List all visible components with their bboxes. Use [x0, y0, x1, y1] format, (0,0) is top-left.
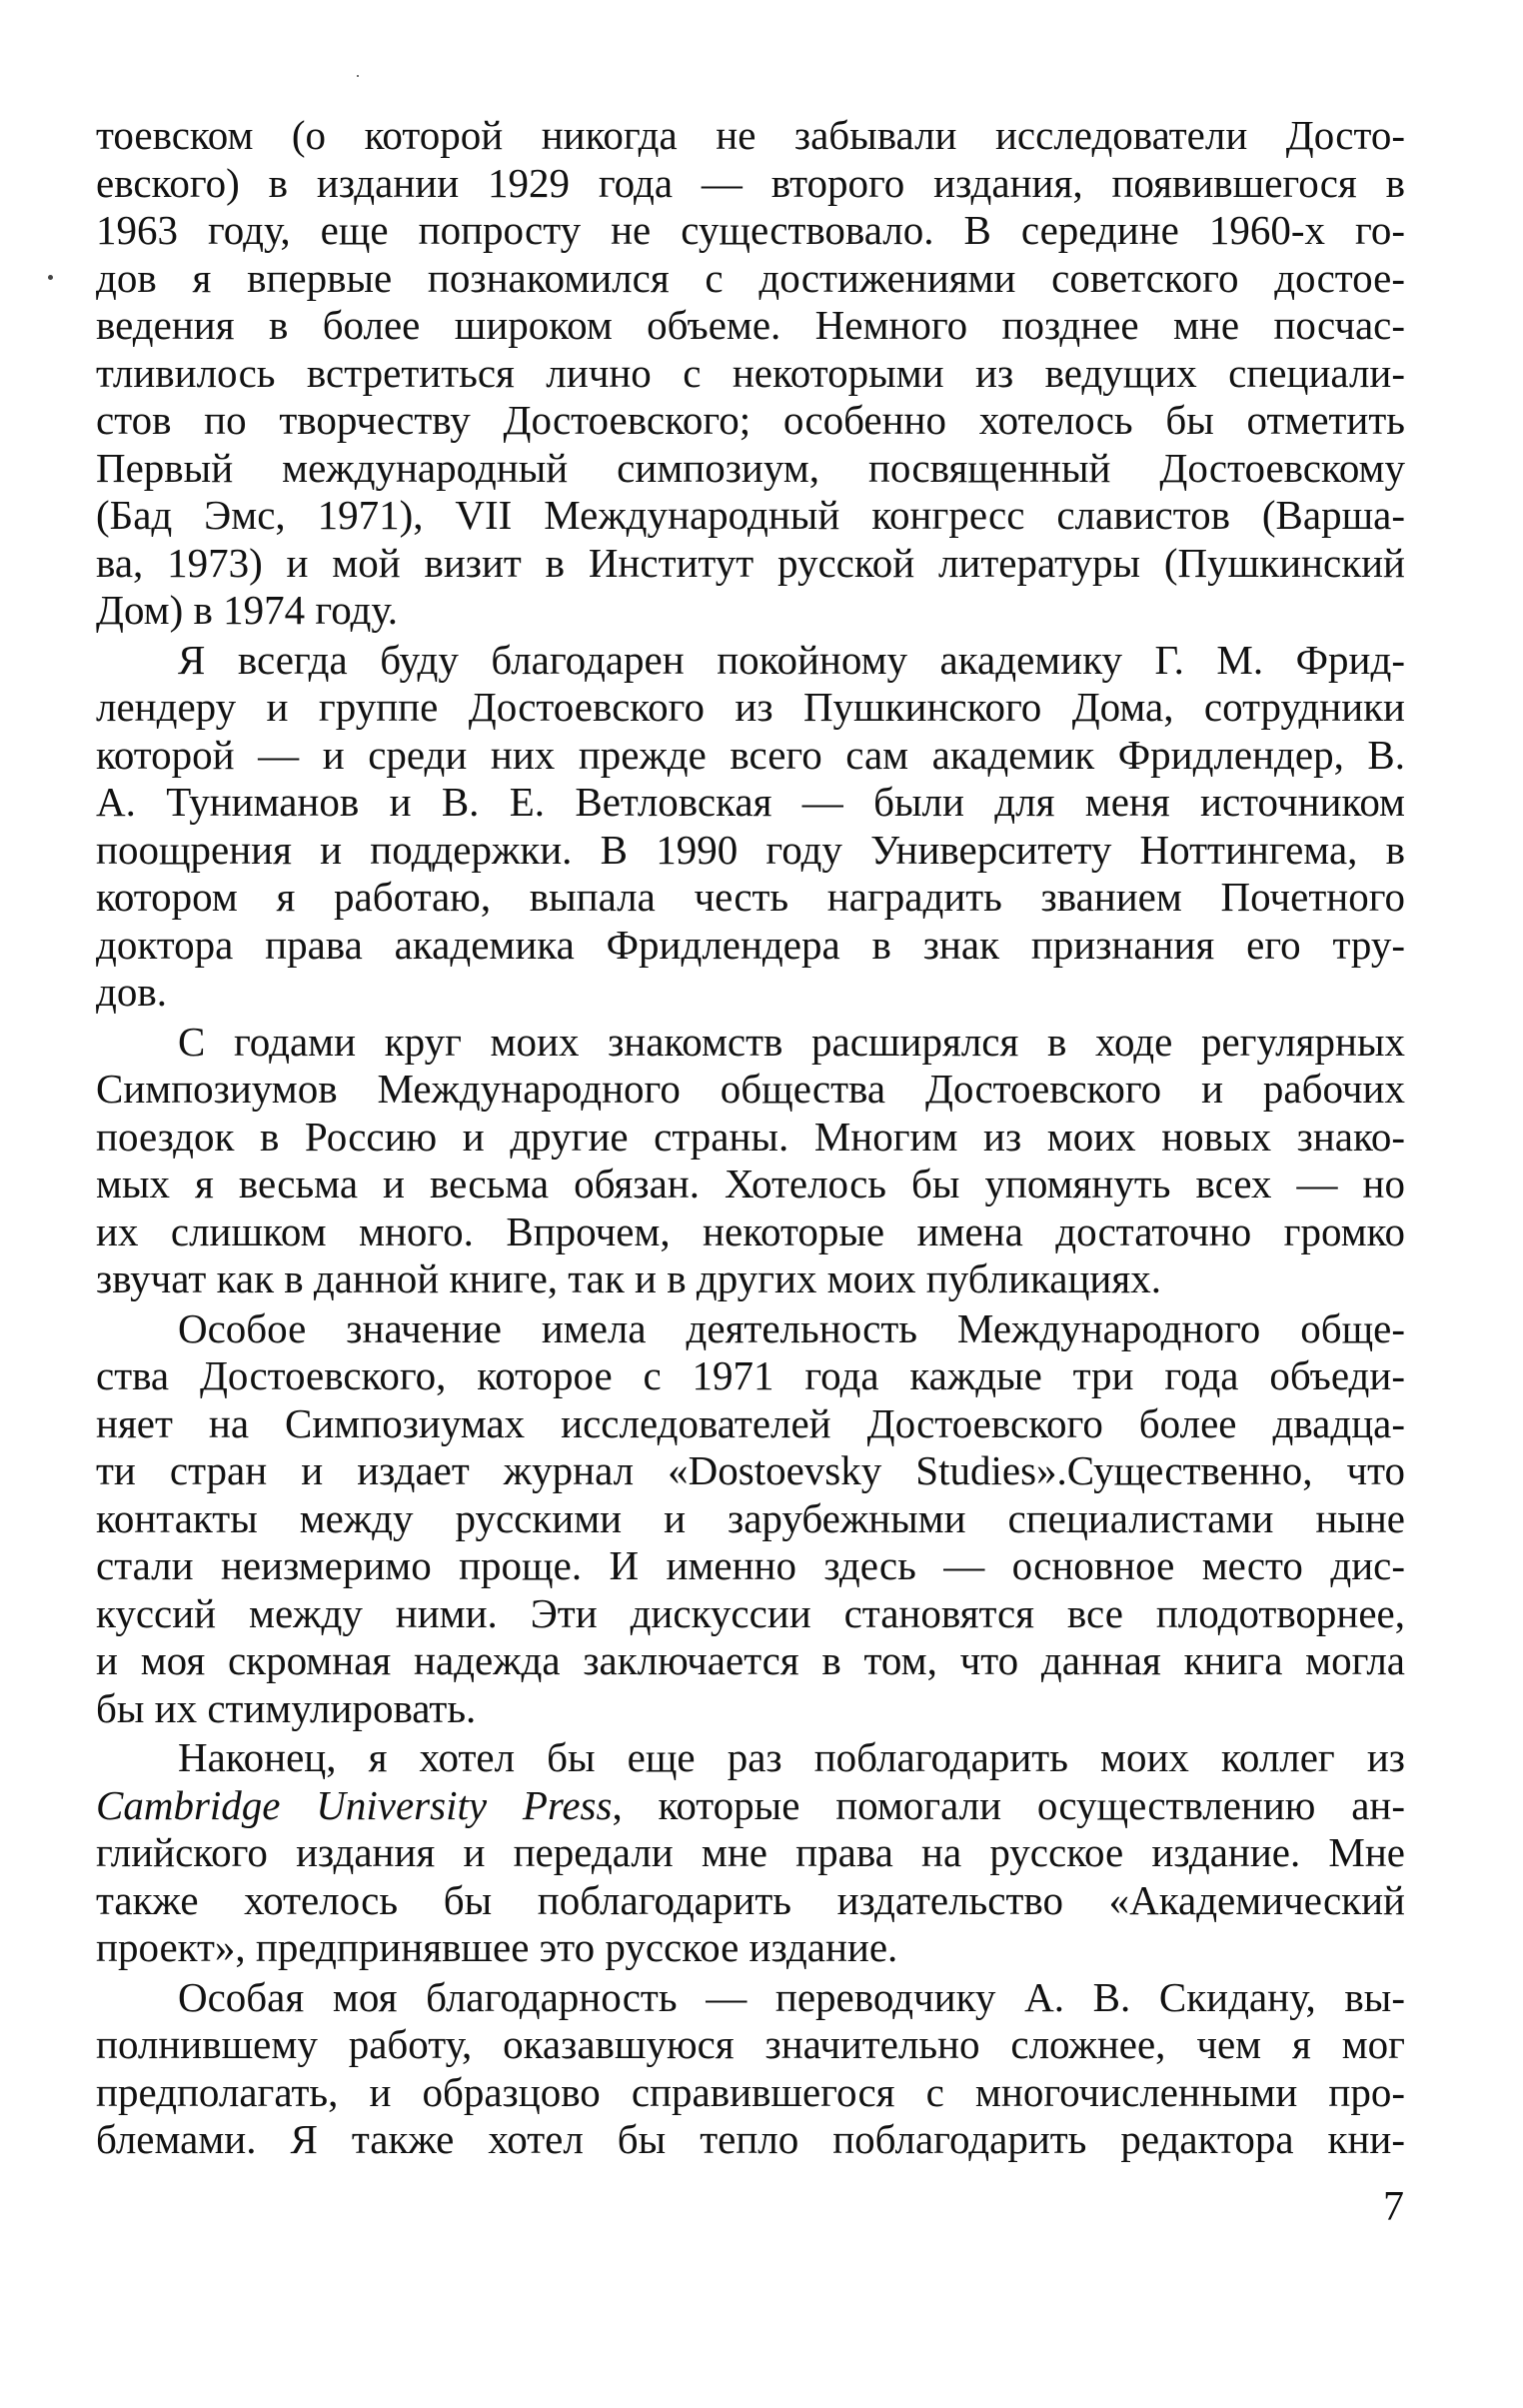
- scan-speck: [48, 275, 53, 280]
- text-line: 1963 году, еще попросту не существовало. В середине 1960-х го-: [96, 207, 1405, 253]
- text-line: доктора права академика Фридлендера в знак признания его тру-: [96, 921, 1405, 968]
- text-line: тливилось встретиться лично с некоторыми из ведущих специали-: [96, 349, 1405, 396]
- paragraph: [96, 1974, 1405, 2164]
- text-line: мых я весьма и весьма обязан. Хотелось бы упомянуть всех — но: [96, 1161, 1405, 1206]
- text-line: С годами круг моих знакомств расширялся в ходе регулярных: [178, 1018, 1405, 1065]
- text-line: стали неизмеримо проще. И именно здесь — основное место дис-: [96, 1542, 1405, 1588]
- text-line: ти стран и издает журнал «Dostoevsky Studies».Существенно, что: [96, 1447, 1405, 1493]
- text-line: Особое значение имела деятельность Международного обще-: [178, 1304, 1405, 1351]
- scan-speck: [357, 75, 359, 77]
- text-line: дов.: [96, 969, 167, 1015]
- paragraph: [96, 637, 1405, 1017]
- text-line: лендеру и группе Достоевского из Пушкинского Дома, сотрудники: [96, 684, 1405, 730]
- text-line: Первый международный симпозиум, посвященный Достоевскому: [96, 444, 1405, 491]
- text-line: евского) в издании 1929 года — второго издания, появившегося в: [96, 159, 1405, 206]
- text-line: Дом) в 1974 году.: [96, 587, 399, 633]
- paragraph: [96, 1734, 1405, 1972]
- text-line: также хотелось бы поблагодарить издательство «Академический: [96, 1876, 1405, 1923]
- text-line: куссий между ними. Эти дискуссии становятся все плодотворнее,: [96, 1589, 1405, 1636]
- text-line: и моя скромная надежда заключается в том, что данная книга могла: [96, 1637, 1405, 1683]
- text-line: Наконец, я хотел бы еще раз поблагодарить моих коллег из: [178, 1734, 1405, 1780]
- text-line: тоевском (о которой никогда не забывали исследователи Досто-: [96, 112, 1405, 158]
- text-line: бы их стимулировать.: [96, 1684, 477, 1731]
- page-number: 7: [1383, 2184, 1404, 2230]
- text-line: Симпозиумов Международного общества Достоевского и рабочих: [96, 1066, 1405, 1112]
- paragraph: [96, 112, 1405, 635]
- text-line: дов я впервые познакомился с достижениями советского достое-: [96, 254, 1405, 301]
- text-line: (Бад Эмс, 1971), VII Международный конгресс славистов (Варша-: [96, 492, 1405, 538]
- text-line: Cambridge University Press, которые помогали осуществлению ан-: [96, 1781, 1406, 1828]
- text-line: стов по творчеству Достоевского; особенно хотелось бы отметить: [96, 397, 1405, 443]
- text-line: проект», предпринявшее это русское издание.: [96, 1924, 898, 1970]
- text-line: ведения в более широком объеме. Немного позднее мне посчас-: [96, 302, 1405, 348]
- text-line: А. Туниманов и В. Е. Ветловская — были для меня источником: [96, 779, 1405, 825]
- text-line: звучат как в данной книге, так и в других моих публикациях.: [96, 1255, 1161, 1301]
- text-line: ва, 1973) и мой визит в Институт русской литературы (Пушкинский: [96, 539, 1405, 586]
- text-line: поощрения и поддержки. В 1990 году Университету Ноттингема, в: [96, 826, 1405, 873]
- text-line: Я всегда буду благодарен покойному академику Г. М. Фрид-: [178, 636, 1405, 683]
- text-line: глийского издания и передали мне права на русское издание. Мне: [96, 1829, 1405, 1875]
- body-text: [96, 112, 1405, 2164]
- text-line: няет на Симпозиумах исследователей Достоевского более двадца-: [96, 1399, 1405, 1446]
- text-line: Особая моя благодарность — переводчику А. В. Скидану, вы-: [178, 1973, 1405, 2020]
- text-line: блемами. Я также хотел бы тепло поблагодарить редактора кни-: [96, 2116, 1405, 2162]
- text-line: поездок в Россию и другие страны. Многим из моих новых знако-: [96, 1113, 1405, 1160]
- paragraph: [96, 1305, 1405, 1733]
- text-line: полнившему работу, оказавшуюся значительно сложнее, чем я мог: [96, 2021, 1405, 2067]
- text-line: предполагать, и образцово справившегося с многочисленными про-: [96, 2068, 1405, 2115]
- text-line: ства Достоевского, которое с 1971 года каждые три года объеди-: [96, 1352, 1405, 1398]
- text-line: контакты между русскими и зарубежными специалистами ныне: [96, 1494, 1405, 1541]
- text-line: котором я работаю, выпала честь наградить званием Почетного: [96, 874, 1405, 920]
- text-line: их слишком много. Впрочем, некоторые имена достаточно громко: [96, 1207, 1405, 1254]
- paragraph: [96, 1019, 1405, 1303]
- text-line: которой — и среди них прежде всего сам академик Фридлендер, В.: [96, 731, 1405, 778]
